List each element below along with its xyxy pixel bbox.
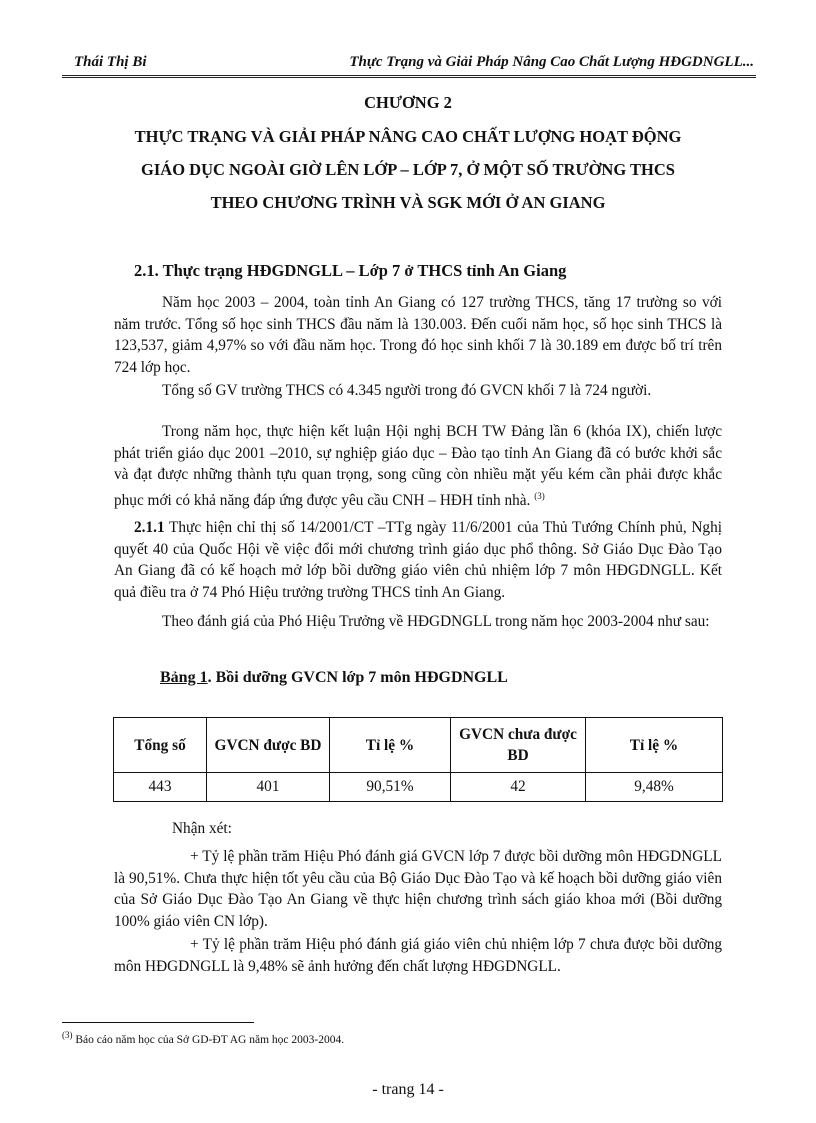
chapter-label: CHƯƠNG 2 xyxy=(364,93,452,112)
chapter-title-line2: GIÁO DỤC NGOÀI GIỜ LÊN LỚP – LỚP 7, Ở MỘT SỐ TRƯỜNG THCS xyxy=(141,160,675,179)
table-header-row xyxy=(114,718,723,773)
table-caption-text: . Bồi dưỡng GVCN lớp 7 môn HĐGDNGLL xyxy=(207,669,508,686)
footnote-mark: (3) xyxy=(62,1030,73,1040)
table-header-cell: Tổng số xyxy=(114,718,207,773)
table-cell: 443 xyxy=(114,773,207,802)
table-caption xyxy=(160,667,660,689)
table-header-cell: GVCN được BD xyxy=(207,718,330,773)
section-heading: 2.1. Thực trạng HĐGDNGLL – Lớp 7 ở THCS tỉnh An Giang xyxy=(134,261,567,280)
paragraph-4-text: Thực hiện chỉ thị số 14/2001/CT –TTg ngày 11/6/2001 của Thủ Tướng Chính phủ, Nghị quyết 40 của Quốc Hội về việc đổi mới chương trình giáo dục phổ thông. Sở Giáo Dục Đào Tạo An Giang đã có kế hoạch mở lớp bồi dưỡng giáo viên chủ nhiệm lớp 7 môn HĐGDNGLL. Kết quả điều tra ở 74 Phó Hiệu trưởng trường THCS tỉnh An Giang. xyxy=(114,519,722,601)
chapter-title-line3: THEO CHƯƠNG TRÌNH VÀ SGK MỚI Ở AN GIANG xyxy=(210,193,606,212)
subsection-number: 2.1.1 xyxy=(134,519,165,536)
table-header-cell: Tỉ lệ % xyxy=(330,718,451,773)
table-row xyxy=(114,773,723,802)
paragraph-3 xyxy=(114,421,722,511)
table-cell: 90,51% xyxy=(330,773,451,802)
header-title: Thực Trạng và Giải Pháp Nâng Cao Chất Lượng HĐGDNGLL... xyxy=(349,54,754,70)
paragraph-3-text: Trong năm học, thực hiện kết luận Hội nghị BCH TW Đảng lần 6 (khóa IX), chiến lược phát triển giáo dục 2001 –2010, sự nghiệp giáo dục – Đào tạo tỉnh An Giang đã có bước khởi sắc và đạt được những thành tựu quan trọng, song cũng còn nhiều mặt yếu kém cần phải được khắc phục mới có khả năng đáp ứng được yêu cầu CNH – HĐH tỉnh nhà. xyxy=(114,423,722,509)
paragraph-2: Tổng số GV trường THCS có 4.345 người trong đó GVCN khối 7 là 724 người. xyxy=(162,382,652,399)
header-author: Thái Thị Bi xyxy=(74,54,147,70)
remarks-label: Nhận xét: xyxy=(172,820,232,837)
table-header-cell: GVCN chưa được BD xyxy=(451,718,586,773)
footnote xyxy=(62,1030,344,1046)
page-number: - trang 14 - xyxy=(372,1081,444,1098)
remark-item-1: + Tỷ lệ phần trăm Hiệu Phó đánh giá GVCN lớp 7 được bồi dưỡng môn HĐGDNGLL là 90,51%. Chưa thực hiện tốt yêu cầu của Bộ Giáo Dục Đào Tạo và kế hoạch bồi dưỡng giáo viên của Sở Giáo Dục Đào Tạo An Giang về thực hiện chương trình sách giáo khoa mới (Bồi dưỡng 100% giáo viên CN lớp). xyxy=(114,848,722,930)
footnote-divider xyxy=(62,1022,254,1023)
chapter-title-line1: THỰC TRẠNG VÀ GIẢI PHÁP NÂNG CAO CHẤT LƯỢNG HOẠT ĐỘNG xyxy=(134,127,682,146)
footnote-text: Báo cáo năm học của Sở GD-ĐT AG năm học 2003-2004. xyxy=(72,1033,345,1046)
table-cell: 42 xyxy=(451,773,586,802)
footnote-ref: (3) xyxy=(534,490,545,501)
paragraph-5: Theo đánh giá của Phó Hiệu Trưởng về HĐGDNGLL trong năm học 2003-2004 như sau: xyxy=(162,613,710,630)
remark-item-2: + Tỷ lệ phần trăm Hiệu phó đánh giá giáo viên chủ nhiệm lớp 7 chưa được bồi dưỡng môn HĐGDNGLL là 9,48% sẽ ảnh hưởng đến chất lượng HĐGDNGLL. xyxy=(114,936,722,975)
table-header-cell: Tỉ lệ % xyxy=(586,718,723,773)
training-table xyxy=(113,717,723,802)
paragraph-1: Năm học 2003 – 2004, toàn tỉnh An Giang có 127 trường THCS, tăng 17 trường so với năm trước. Tổng số học sinh THCS đầu năm là 130.003. Đến cuối năm học, số học sinh THCS là 123,537, giảm 4,97% so với đầu năm học. Trong đó học sinh khối 7 là 30.189 em được bố trí trên 724 lớp học. xyxy=(114,294,722,376)
paragraph-4 xyxy=(114,517,722,603)
table-caption-label: Bảng 1 xyxy=(160,669,208,686)
page-header xyxy=(62,53,756,78)
table-cell: 401 xyxy=(207,773,330,802)
table-cell: 9,48% xyxy=(586,773,723,802)
